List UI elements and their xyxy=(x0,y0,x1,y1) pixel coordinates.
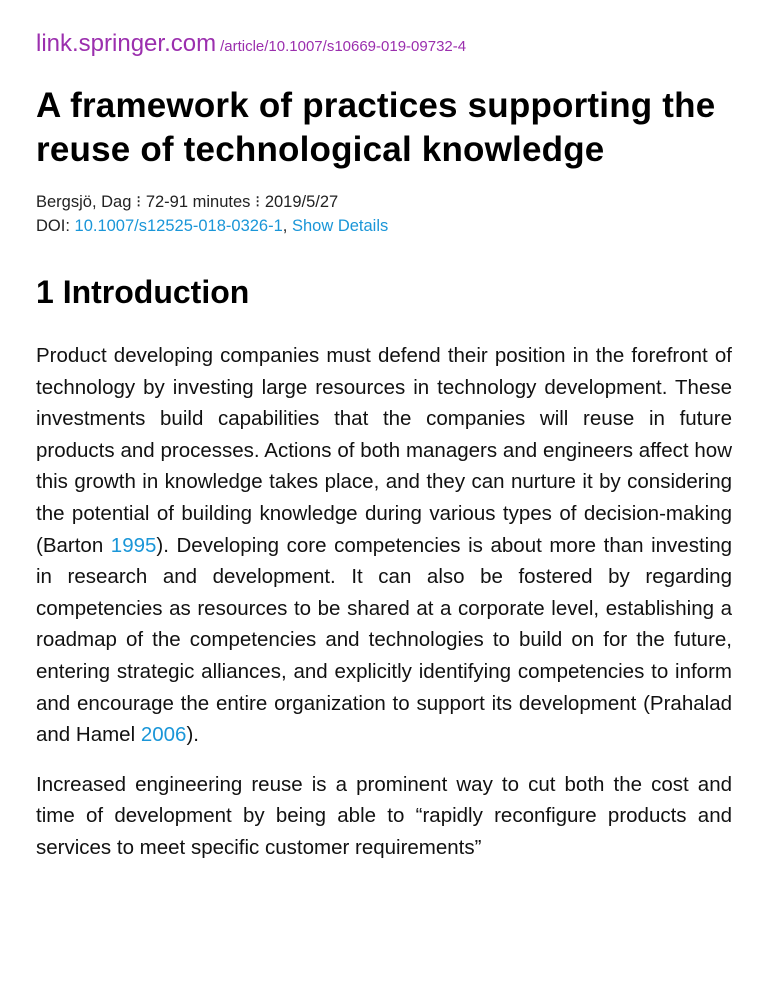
citation-link-prahalad-hamel[interactable]: 2006 xyxy=(140,723,187,747)
paragraph-text: Product developing companies must defend their position in the forefront of technology by investing large resources in technology development. These investments build capabilities that the companies will reuse in future products and processes. Actions of both managers and engineers affect how this growth in knowledge takes place, and they can nurture it by considering the potential of building knowledge during various types of decision-making (Barton xyxy=(36,344,732,557)
doi-line xyxy=(36,214,732,238)
paragraph-2: Increased engineering reuse is a prominent way to cut both the cost and time of development by being able to “rapidly reconfigure products and services to meet specific customer requirements” xyxy=(36,772,732,859)
author: Bergsjö, Dag xyxy=(36,193,132,211)
source-domain-link[interactable]: link.springer.com xyxy=(36,30,217,57)
reading-time: 72-91 minutes xyxy=(145,193,251,211)
show-details-link[interactable]: Show Details xyxy=(291,217,389,235)
article-title: A framework of practices supporting the reuse of technological knowledge xyxy=(36,86,716,169)
source-path: /article/10.1007/s10669-019-09732-4 xyxy=(220,38,467,55)
citation-link-barton[interactable]: 1995 xyxy=(110,533,157,557)
paragraph-text: ). Developing core competencies is about more than investing in research and development. It can also be fostered by regarding competencies as resources to be shared at a corporate level, establishing a roadmap of the competencies and technologies to build on for the future, entering strategic alliances, and explicitly identifying competencies to inform and encourage the entire organization to support its development (Prahalad and Hamel xyxy=(36,533,733,747)
article-meta xyxy=(36,190,732,238)
separator-icon: ⁝ xyxy=(135,193,142,211)
paragraph-text: ). xyxy=(186,723,199,747)
doi-link[interactable]: 10.1007/s12525-018-0326-1 xyxy=(74,217,283,235)
byline xyxy=(36,190,732,214)
paragraph-1 xyxy=(36,340,732,751)
section-heading: 1 Introduction xyxy=(36,274,250,310)
doi-label: DOI: xyxy=(36,217,70,235)
doi-comma: , xyxy=(282,217,288,235)
source-url xyxy=(36,0,732,66)
publish-date: 2019/5/27 xyxy=(264,193,339,211)
separator-icon: ⁝ xyxy=(254,193,261,211)
